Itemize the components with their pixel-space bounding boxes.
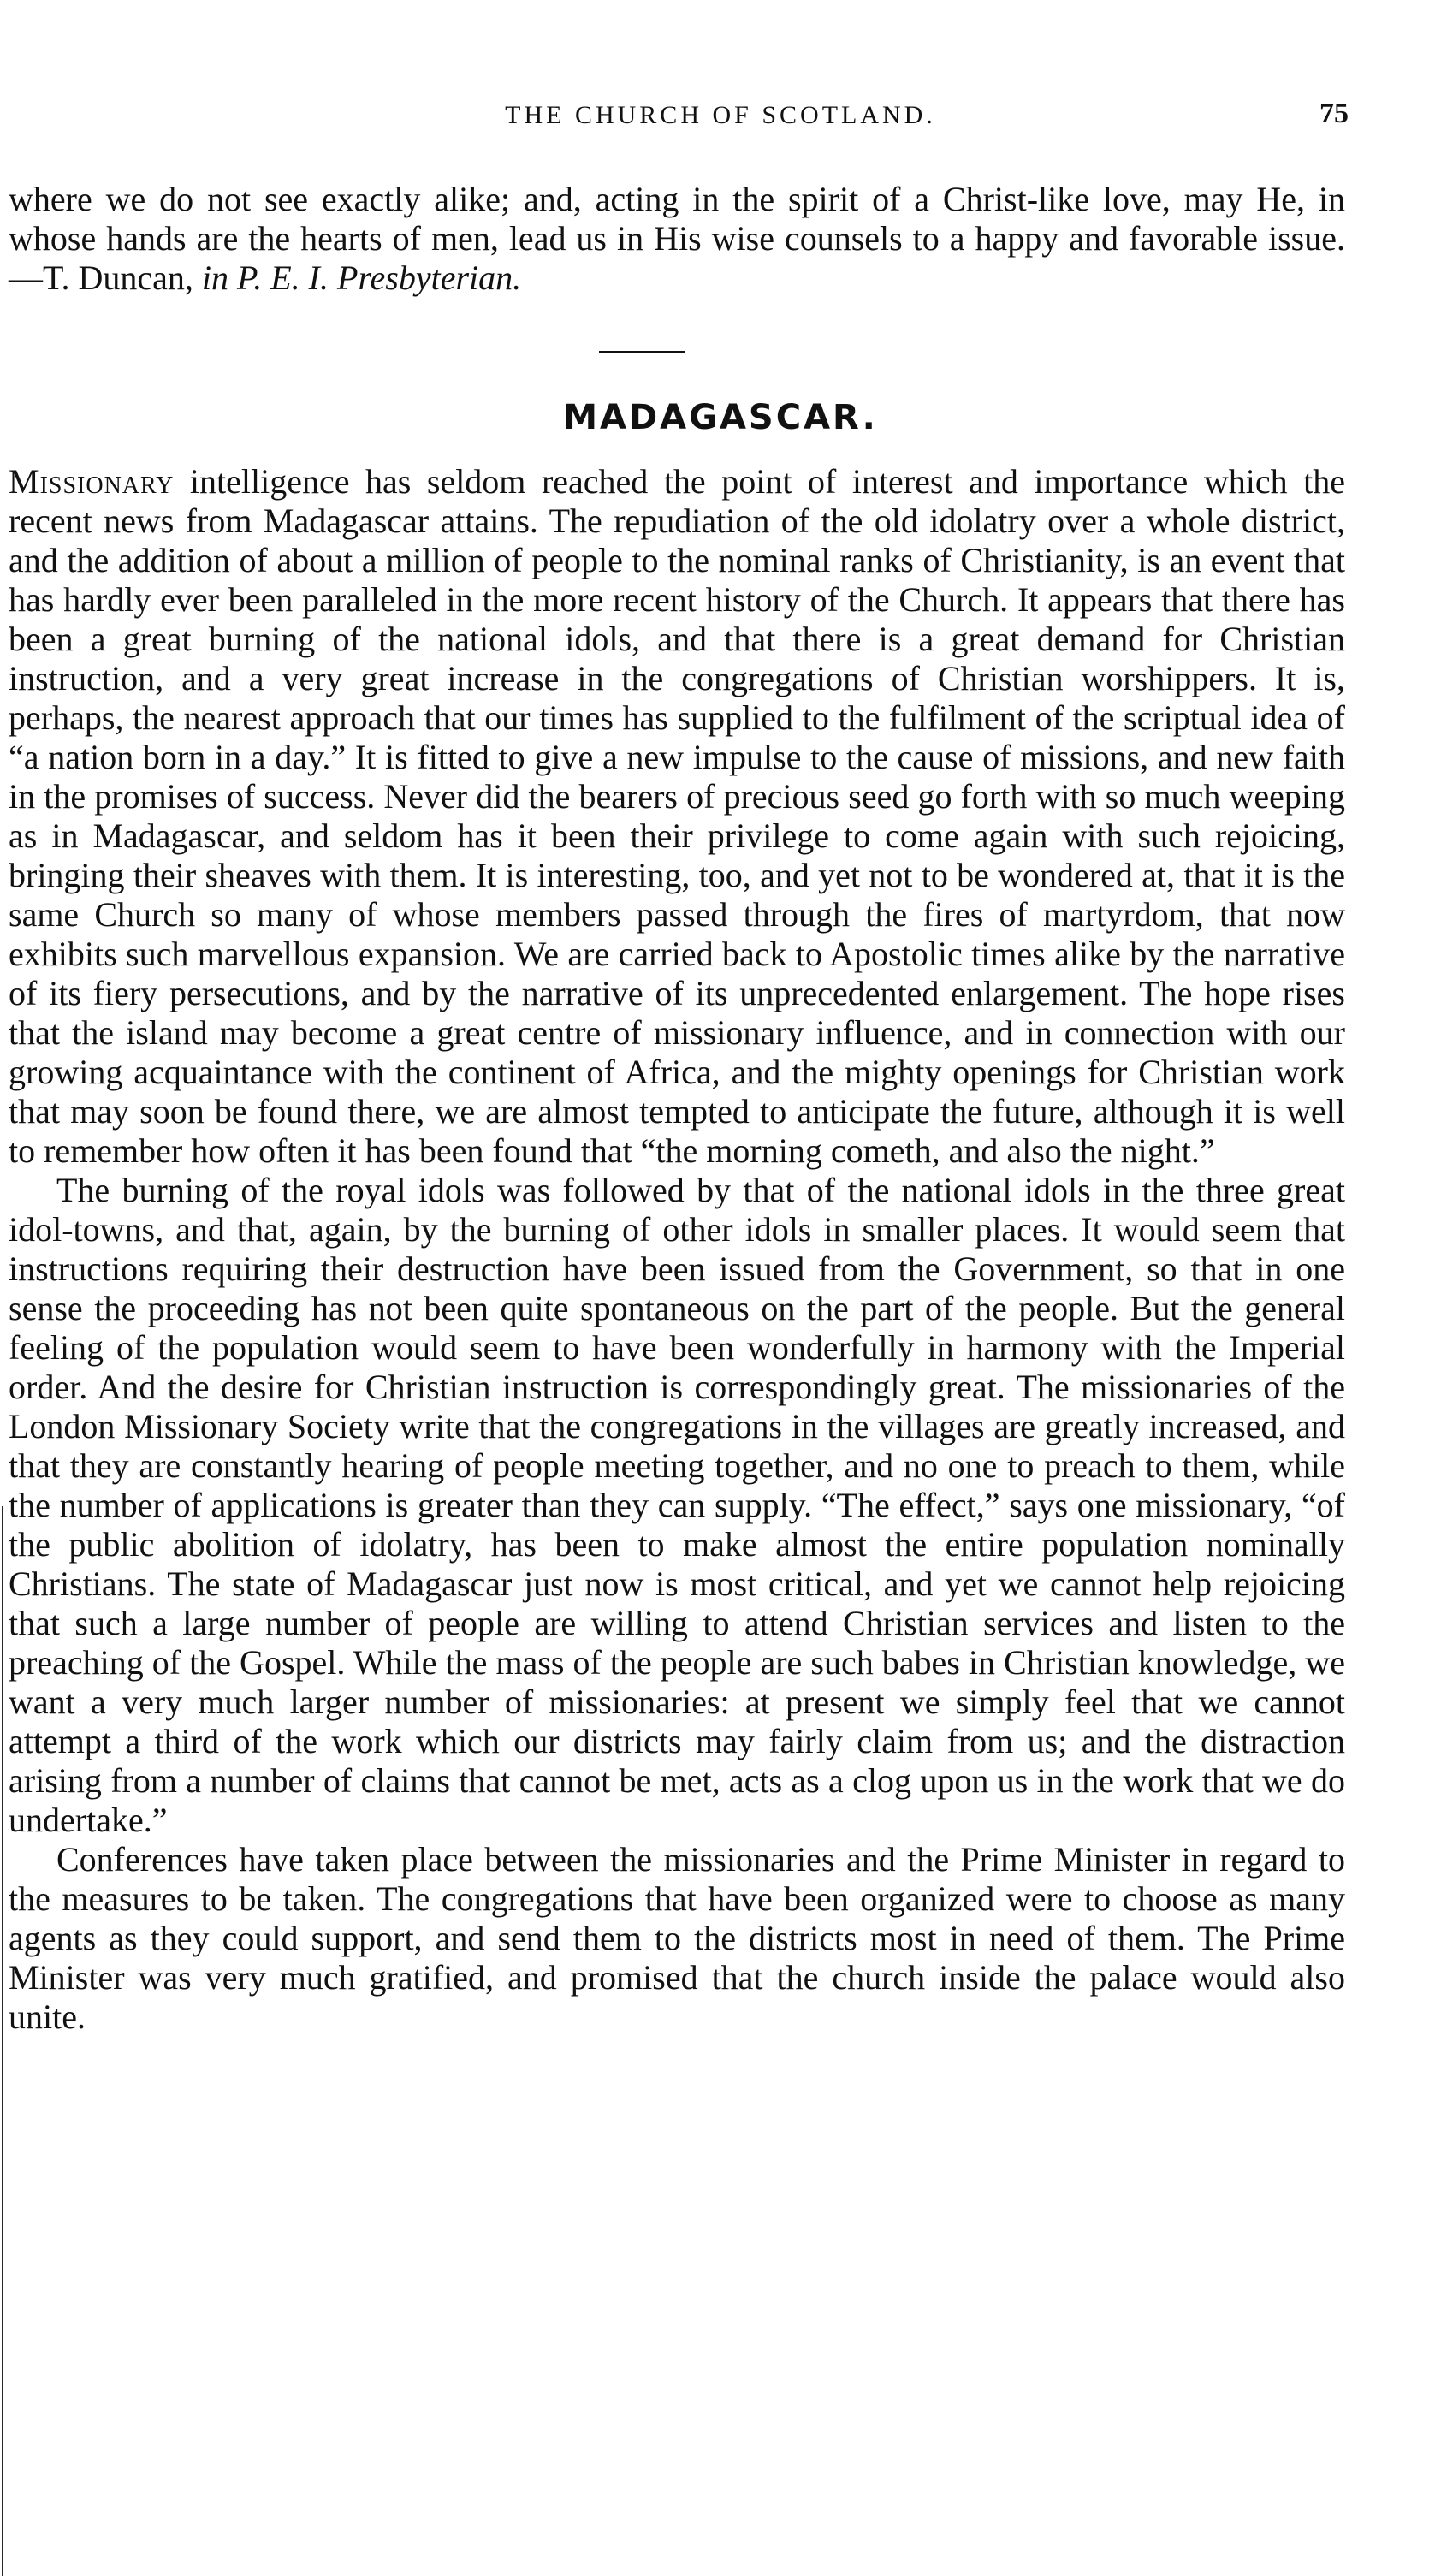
intro-paragraph xyxy=(9,180,1345,298)
page-header xyxy=(0,94,1441,137)
page-edge-shadow xyxy=(2,1506,3,2576)
article-body xyxy=(9,462,1345,2037)
section-divider xyxy=(599,351,685,353)
lead-word: Missionary xyxy=(9,462,175,501)
paragraph-2: The burning of the royal idols was followed by that of the national idols in the three great idol-towns, and that, again, by the burning of other idols in smaller places. It would seem that instructions requiring their destruction have been issued from the Government, so that in one sense the proceeding has not been quite spontaneous on the part of the people. But the general feeling of the population would seem to have been wonderfully in harmony with the Imperial order. And the desire for Christian instruction is correspondingly great. The missionaries of the London Missionary Society write that the congregations in the villages are greatly increased, and that they are constantly hearing of people meeting together, and no one to preach to them, while the number of applications is greater than they can supply. “The effect,” says one missionary, “of the public abolition of idolatry, has been to make almost the entire population nominally Christians. The state of Madagascar just now is most critical, and yet we cannot help rejoicing that such a large number of people are willing to attend Christian services and listen to the preaching of the Gospel. While the mass of the people are such babes in Christian knowledge, we want a very much larger number of missionaries: at present we simply feel that we cannot attempt a third of the work which our districts may fairly claim from us; and the distraction arising from a number of claims that cannot be met, acts as a clog upon us in the work that we do undertake.” xyxy=(9,1171,1345,1839)
paragraph-1-text: intelligence has seldom reached the point of interest and importance which the recent news from Madagascar attains. The repudiation of the old idolatry over a whole district, and the addition of about a million of people to the nominal ranks of Christianity, is an event that has hardly ever been paralleled in the more recent history of the Church. It appears that there has been a great burning of the national idols, and that there is a great demand for Christian instruction, and a very great increase in the congregations of Christian worshippers. It is, perhaps, the nearest approach that our times has supplied to the fulfilment of the scriptual idea of “a nation born in a day.” It is fitted to give a new impulse to the cause of missions, and new faith in the promises of success. Never did the bearers of precious seed go forth with so much weeping as in Madagascar, and seldom has it been their privilege to come again with such rejoicing, bringing their sheaves with them. It is interesting, too, and yet not to be wondered at, that it is the same Church so many of whose members passed through the fires of martyrdom, that now exhibits such marvellous expansion. We are carried back to Apostolic times alike by the narrative of its fiery persecutions, and by the narrative of its unprecedented enlargement. The hope rises that the island may become a great centre of missionary influence, and in connection with our growing acquaintance with the continent of Africa, and the mighty openings for Christian work that may soon be found there, we are almost tempted to anticipate the future, although it is well to remember how often it has been found that “the morning cometh, and also the night.” xyxy=(9,462,1345,1170)
paragraph-1 xyxy=(9,462,1345,1171)
page-number: 75 xyxy=(1319,98,1349,129)
intro-text: where we do not see exactly alike; and, acting in the spirit of a Christ-like love, may He, in whose hands are the hearts of men, lead us in His wise counsels to a happy and favorable issue.—T. Duncan, xyxy=(9,180,1345,297)
intro-source: in P. E. I. Presbyterian. xyxy=(201,258,522,297)
article-title: MADAGASCAR. xyxy=(563,398,878,437)
running-title: THE CHURCH OF SCOTLAND. xyxy=(505,101,936,129)
paragraph-3: Conferences have taken place between the missionaries and the Prime Minister in regard to the measures to be taken. The congregations that have been organized were to choose as many agents as they could support, and send them to the districts most in need of them. The Prime Minister was very much gratified, and promised that the church inside the palace would also unite. xyxy=(9,1840,1345,2036)
